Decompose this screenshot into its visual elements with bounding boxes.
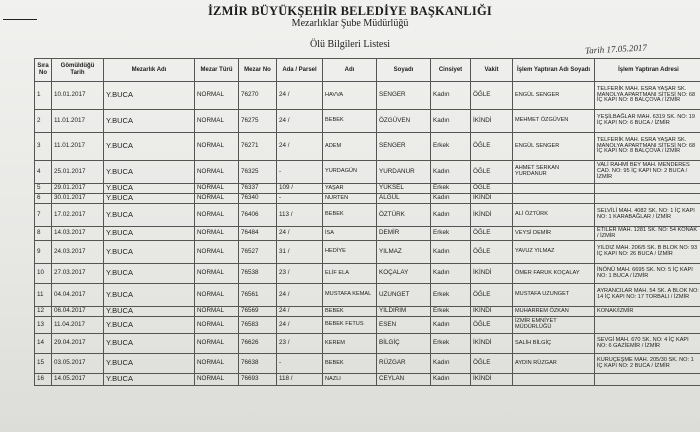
column-header: Mezar No (239, 59, 277, 82)
applicant-address-cell (595, 194, 700, 204)
grave-type-cell: NORMAL (195, 264, 239, 284)
gender-cell: Kadın (431, 161, 471, 184)
first-name-cell: NURTEN (323, 194, 377, 204)
gender-cell: Kadın (431, 241, 471, 264)
row-number-cell: 3 (35, 133, 52, 161)
prayer-time-cell: ÖĞLE (471, 82, 513, 110)
table-row (35, 284, 700, 307)
cemetery-name-cell: Y.BUCA (104, 82, 195, 110)
block-parcel-cell: 24 / (277, 110, 323, 133)
block-parcel-cell: - (277, 194, 323, 204)
table-row (35, 110, 700, 133)
first-name-cell: NAZLI (323, 374, 377, 386)
gender-cell: Erkek (431, 334, 471, 354)
document-subtitle: Mezarlıklar Şube Müdürlüğü (291, 18, 409, 29)
last-name-cell: UZUNGET (377, 284, 431, 307)
grave-number-cell: 76693 (239, 374, 277, 386)
applicant-name-cell: SALİH BİLGİÇ (513, 334, 595, 354)
applicant-address-cell: KURUÇEŞME MAH. 205/30 SK. NO: 1 İÇ KAPI NO: 2 BUCA / İZMİR (595, 354, 700, 374)
handwritten-note: Tarih 17.05.2017 (584, 42, 648, 56)
grave-number-cell: 76271 (239, 133, 277, 161)
grave-number-cell: 76340 (239, 194, 277, 204)
table-row (35, 307, 700, 317)
table-row (35, 82, 700, 110)
block-parcel-cell: 118 / (277, 374, 323, 386)
burial-date-cell: 29.01.2017 (52, 184, 104, 194)
cemetery-name-cell: Y.BUCA (104, 284, 195, 307)
row-number-cell: 14 (35, 334, 52, 354)
cemetery-name-cell: Y.BUCA (104, 227, 195, 241)
applicant-name-cell: ENGÜL SENGER (513, 82, 595, 110)
grave-type-cell: NORMAL (195, 194, 239, 204)
first-name-cell: BEBEK (323, 204, 377, 227)
row-number-cell: 11 (35, 284, 52, 307)
grave-type-cell: NORMAL (195, 110, 239, 133)
row-number-cell: 7 (35, 204, 52, 227)
last-name-cell: YÜKSEL (377, 184, 431, 194)
column-header: Ada / Parsel (277, 59, 323, 82)
grave-type-cell: NORMAL (195, 241, 239, 264)
cemetery-name-cell: Y.BUCA (104, 110, 195, 133)
gender-cell: Erkek (431, 184, 471, 194)
column-header: İşlem Yaptıran Adresi (595, 59, 700, 82)
table-row (35, 133, 700, 161)
row-number-cell: 4 (35, 161, 52, 184)
table-row (35, 184, 700, 194)
prayer-time-cell: ÖĞLE (471, 317, 513, 334)
applicant-name-cell: YAVUZ YILMAZ (513, 241, 595, 264)
first-name-cell: ELİF ELA (323, 264, 377, 284)
block-parcel-cell: 23 / (277, 334, 323, 354)
block-parcel-cell: 24 / (277, 307, 323, 317)
cemetery-name-cell: Y.BUCA (104, 374, 195, 386)
prayer-time-cell: ÖĞLE (471, 184, 513, 194)
burial-date-cell: 14.05.2017 (52, 374, 104, 386)
column-header: Vakit (471, 59, 513, 82)
block-parcel-cell: 109 / (277, 184, 323, 194)
applicant-name-cell: AHMET SERKAN YURDANUR (513, 161, 595, 184)
applicant-name-cell (513, 374, 595, 386)
prayer-time-cell: İKİNDİ (471, 307, 513, 317)
grave-number-cell: 76325 (239, 161, 277, 184)
prayer-time-cell: ÖĞLE (471, 241, 513, 264)
first-name-cell: İSA (323, 227, 377, 241)
prayer-time-cell: ÖĞLE (471, 161, 513, 184)
gender-cell: Kadın (431, 354, 471, 374)
cemetery-name-cell: Y.BUCA (104, 241, 195, 264)
table-row (35, 227, 700, 241)
burial-date-cell: 06.04.2017 (52, 307, 104, 317)
table-row (35, 161, 700, 184)
grave-type-cell: NORMAL (195, 307, 239, 317)
block-parcel-cell: 23 / (277, 264, 323, 284)
last-name-cell: ESEN (377, 317, 431, 334)
first-name-cell: BEBEK FETUS (323, 317, 377, 334)
first-name-cell: ADEM (323, 133, 377, 161)
cemetery-name-cell: Y.BUCA (104, 307, 195, 317)
grave-type-cell: NORMAL (195, 354, 239, 374)
gender-cell: Kadın (431, 374, 471, 386)
cemetery-name-cell: Y.BUCA (104, 354, 195, 374)
burial-date-cell: 29.04.2017 (52, 334, 104, 354)
list-title: Ölü Bilgileri Listesi (310, 39, 390, 50)
table-row (35, 241, 700, 264)
table-body (35, 82, 700, 386)
cemetery-name-cell: Y.BUCA (104, 334, 195, 354)
last-name-cell: ÖZGÜVEN (377, 110, 431, 133)
applicant-address-cell (595, 184, 700, 194)
table-row (35, 194, 700, 204)
last-name-cell: ÖZTÜRK (377, 204, 431, 227)
row-number-cell: 1 (35, 82, 52, 110)
applicant-address-cell (595, 317, 700, 334)
table-row (35, 334, 700, 354)
grave-number-cell: 76406 (239, 204, 277, 227)
last-name-cell: SENGER (377, 133, 431, 161)
gender-cell: Erkek (431, 284, 471, 307)
gender-cell: Erkek (431, 307, 471, 317)
grave-number-cell: 76527 (239, 241, 277, 264)
applicant-name-cell: AYDIN RÜZGAR (513, 354, 595, 374)
burial-date-cell: 11.01.2017 (52, 133, 104, 161)
applicant-name-cell: MUSTAFA UZUNGET (513, 284, 595, 307)
last-name-cell: KOÇALAY (377, 264, 431, 284)
cemetery-name-cell: Y.BUCA (104, 204, 195, 227)
applicant-address-cell (595, 374, 700, 386)
applicant-name-cell: MUHARREM ÖZKAN (513, 307, 595, 317)
last-name-cell: CEYLAN (377, 374, 431, 386)
applicant-address-cell: ETİLER MAH. 1281 SK. NO: 54 KONAK / İZMİR (595, 227, 700, 241)
grave-number-cell: 76638 (239, 354, 277, 374)
row-number-cell: 15 (35, 354, 52, 374)
burial-date-cell: 24.03.2017 (52, 241, 104, 264)
cemetery-name-cell: Y.BUCA (104, 133, 195, 161)
grave-type-cell: NORMAL (195, 317, 239, 334)
gender-cell: Kadın (431, 110, 471, 133)
first-name-cell: BEBEK (323, 307, 377, 317)
first-name-cell: MUSTAFA KEMAL (323, 284, 377, 307)
row-number-cell: 5 (35, 184, 52, 194)
first-name-cell: HEDİYE (323, 241, 377, 264)
block-parcel-cell: 31 / (277, 241, 323, 264)
block-parcel-cell: 24 / (277, 133, 323, 161)
burial-date-cell: 10.01.2017 (52, 82, 104, 110)
grave-type-cell: NORMAL (195, 184, 239, 194)
prayer-time-cell: İKİNDİ (471, 110, 513, 133)
column-header: İşlem Yaptıran Adı Soyadı (513, 59, 595, 82)
burial-date-cell: 11.01.2017 (52, 110, 104, 133)
applicant-address-cell: İNÖNÜ MAH. 6695 SK. NO: 5 İÇ KAPI NO: 1 BUCA / İZMİR (595, 264, 700, 284)
grave-type-cell: NORMAL (195, 133, 239, 161)
grave-type-cell: NORMAL (195, 82, 239, 110)
prayer-time-cell: ÖĞLE (471, 284, 513, 307)
last-name-cell: SENGER (377, 82, 431, 110)
applicant-address-cell: AYRANCILAR MAH. 54 SK. A BLOK NO: 14 İÇ KAPI NO: 17 TORBALI / İZMİR (595, 284, 700, 307)
grave-type-cell: NORMAL (195, 284, 239, 307)
row-number-cell: 8 (35, 227, 52, 241)
gender-cell: Kadın (431, 82, 471, 110)
applicant-address-cell: TELFERİK MAH. ESRA YAŞAR SK. MANOLYA APARTMANI SİTESİ NO: 68 İÇ KAPI NO: 8 BALÇOVA / İZMİR (595, 82, 700, 110)
block-parcel-cell: - (277, 354, 323, 374)
grave-type-cell: NORMAL (195, 204, 239, 227)
grave-number-cell: 76561 (239, 284, 277, 307)
prayer-time-cell: İKİNDİ (471, 194, 513, 204)
block-parcel-cell: 24 / (277, 227, 323, 241)
gender-cell: Erkek (431, 133, 471, 161)
applicant-name-cell: ENGÜL SENGER (513, 133, 595, 161)
prayer-time-cell: İKİNDİ (471, 374, 513, 386)
burial-date-cell: 11.04.2017 (52, 317, 104, 334)
burial-date-cell: 17.02.2017 (52, 204, 104, 227)
cemetery-name-cell: Y.BUCA (104, 317, 195, 334)
prayer-time-cell: İKİNDİ (471, 334, 513, 354)
applicant-address-cell: YEŞİLBAĞLAR MAH. 6319 SK. NO: 19 İÇ KAPI NO: 6 BUCA / İZMİR (595, 110, 700, 133)
row-number-cell: 6 (35, 194, 52, 204)
grave-type-cell: NORMAL (195, 374, 239, 386)
grave-number-cell: 76484 (239, 227, 277, 241)
grave-type-cell: NORMAL (195, 334, 239, 354)
records-table (34, 58, 700, 386)
burial-date-cell: 14.03.2017 (52, 227, 104, 241)
grave-number-cell: 76569 (239, 307, 277, 317)
first-name-cell: HAVVA (323, 82, 377, 110)
first-name-cell: KEREM (323, 334, 377, 354)
table-header (35, 59, 700, 82)
gender-cell: Kadın (431, 204, 471, 227)
prayer-time-cell: ÖĞLE (471, 133, 513, 161)
gender-cell: Erkek (431, 227, 471, 241)
applicant-name-cell: ALİ ÖZTÜRK (513, 204, 595, 227)
block-parcel-cell: - (277, 161, 323, 184)
applicant-name-cell: VEYSİ DEMİR (513, 227, 595, 241)
grave-type-cell: NORMAL (195, 161, 239, 184)
applicant-address-cell: KONAK/İZMİR (595, 307, 700, 317)
burial-date-cell: 03.05.2017 (52, 354, 104, 374)
applicant-name-cell: İZMİR EMNİYET MÜDÜRLÜĞÜ (513, 317, 595, 334)
gender-cell: Kadın (431, 194, 471, 204)
column-header: Cinsiyet (431, 59, 471, 82)
grave-number-cell: 76626 (239, 334, 277, 354)
cemetery-name-cell: Y.BUCA (104, 184, 195, 194)
prayer-time-cell: ÖĞLE (471, 354, 513, 374)
last-name-cell: YILDIRIM (377, 307, 431, 317)
cemetery-name-cell: Y.BUCA (104, 194, 195, 204)
column-header: Gömüldüğü Tarih (52, 59, 104, 82)
row-number-cell: 10 (35, 264, 52, 284)
applicant-address-cell: YILDIZ MAH. 206/5 SK. B BLOK NO: 93 İÇ KAPI NO: 26 BUCA / İZMİR (595, 241, 700, 264)
grave-number-cell: 76583 (239, 317, 277, 334)
table-row (35, 354, 700, 374)
block-parcel-cell: 24 / (277, 82, 323, 110)
last-name-cell: ALGÜL (377, 194, 431, 204)
applicant-address-cell: TELFERİK MAH. ESRA YAŞAR SK. MANOLYA APARTMANI SİTESİ NO: 68 İÇ KAPI NO: 8 BALÇOVA / İZMİR (595, 133, 700, 161)
gender-cell: Kadın (431, 317, 471, 334)
gender-cell: Kadın (431, 264, 471, 284)
last-name-cell: BİLGİÇ (377, 334, 431, 354)
last-name-cell: YILMAZ (377, 241, 431, 264)
last-name-cell: DEMİR (377, 227, 431, 241)
first-name-cell: YURDAGÜN (323, 161, 377, 184)
column-header: Mezarlık Adı (104, 59, 195, 82)
applicant-name-cell (513, 184, 595, 194)
table-row (35, 204, 700, 227)
burial-date-cell: 04.04.2017 (52, 284, 104, 307)
row-number-cell: 2 (35, 110, 52, 133)
grave-number-cell: 76337 (239, 184, 277, 194)
applicant-address-cell: SELVİLİ MAH. 4082 SK. NO: 1 İÇ KAPI NO: 1 KARABAĞLAR / İZMİR (595, 204, 700, 227)
table-row (35, 264, 700, 284)
first-name-cell: BEBEK (323, 354, 377, 374)
row-number-cell: 13 (35, 317, 52, 334)
block-parcel-cell: 113 / (277, 204, 323, 227)
grave-type-cell: NORMAL (195, 227, 239, 241)
cemetery-name-cell: Y.BUCA (104, 264, 195, 284)
block-parcel-cell: 24 / (277, 284, 323, 307)
prayer-time-cell: İKİNDİ (471, 204, 513, 227)
first-name-cell: BEBEK (323, 110, 377, 133)
document-title: İZMİR BÜYÜKŞEHİR BELEDİYE BAŞKANLIĞI (207, 4, 492, 18)
applicant-name-cell: ÖMER FARUK KOÇALAY (513, 264, 595, 284)
prayer-time-cell: ÖĞLE (471, 227, 513, 241)
row-number-cell: 9 (35, 241, 52, 264)
applicant-name-cell: MEHMET ÖZGÜVEN (513, 110, 595, 133)
last-name-cell: YURDANUR (377, 161, 431, 184)
cemetery-name-cell: Y.BUCA (104, 161, 195, 184)
block-parcel-cell: 24 / (277, 317, 323, 334)
burial-date-cell: 30.01.2017 (52, 194, 104, 204)
column-header: Sıra No (35, 59, 52, 82)
column-header: Soyadı (377, 59, 431, 82)
column-header: Mezar Türü (195, 59, 239, 82)
grave-number-cell: 76270 (239, 82, 277, 110)
applicant-address-cell: SEVGİ MAH. 670 SK. NO: 4 İÇ KAPI NO: 6 GAZİEMİR / İZMİR (595, 334, 700, 354)
row-number-cell: 12 (35, 307, 52, 317)
first-name-cell: YAŞAR (323, 184, 377, 194)
column-header: Adı (323, 59, 377, 82)
last-name-cell: RÜZGAR (377, 354, 431, 374)
burial-date-cell: 25.01.2017 (52, 161, 104, 184)
row-number-cell: 16 (35, 374, 52, 386)
table-row (35, 374, 700, 386)
applicant-address-cell: VALİ RAHMİ BEY MAH. MENDERES CAD. NO: 95 İÇ KAPI NO: 2 BUCA / İZMİR (595, 161, 700, 184)
grave-number-cell: 76275 (239, 110, 277, 133)
grave-number-cell: 76538 (239, 264, 277, 284)
burial-date-cell: 27.03.2017 (52, 264, 104, 284)
prayer-time-cell: İKİNDİ (471, 264, 513, 284)
applicant-name-cell (513, 194, 595, 204)
table-row (35, 317, 700, 334)
